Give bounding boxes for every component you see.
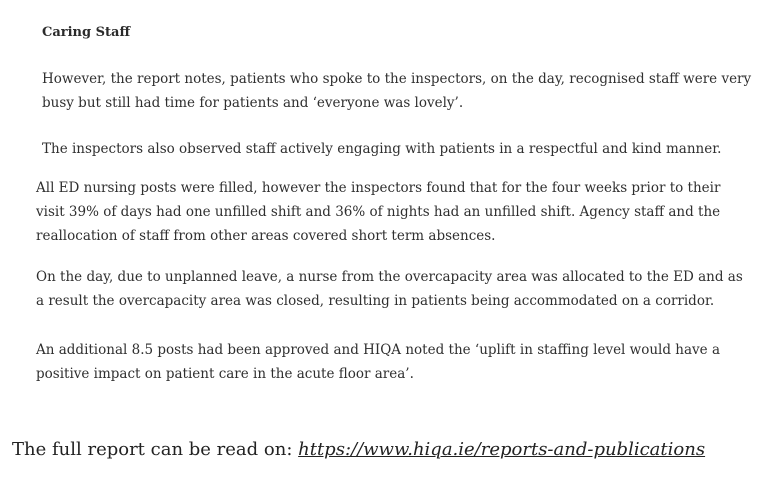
paragraph-patient-feedback: However, the report notes, patients who spoke to the inspectors, on the day, recognised staff were very busy but still had time for patients and ‘everyone was lovely’.	[42, 71, 752, 111]
report-link[interactable]: https://www.hiqa.ie/reports-and-publications	[298, 439, 706, 460]
paragraph-nursing-posts: All ED nursing posts were filled, however the inspectors found that for the four weeks prior to their visit 39% of days had one unfilled shift and 36% of nights had an unfilled shift. Agency staff and the reallocation of staff from other areas covered short term absences.	[36, 180, 721, 244]
section-heading: Caring Staff	[42, 25, 131, 40]
paragraph-unplanned-leave: On the day, due to unplanned leave, a nurse from the overcapacity area was allocated to the ED and as a result the overcapacity area was closed, resulting in patients being accommodated on a corridor.	[36, 269, 743, 309]
paragraph-staff-engagement: The inspectors also observed staff actively engaging with patients in a respectful and kind manner.	[42, 141, 722, 157]
full-report-line	[12, 437, 705, 463]
paragraph-additional-posts: An additional 8.5 posts had been approved and HIQA noted the ‘uplift in staffing level would have a positive impact on patient care in the acute floor area’.	[36, 342, 720, 382]
full-report-prefix: The full report can be read on:	[12, 439, 299, 460]
